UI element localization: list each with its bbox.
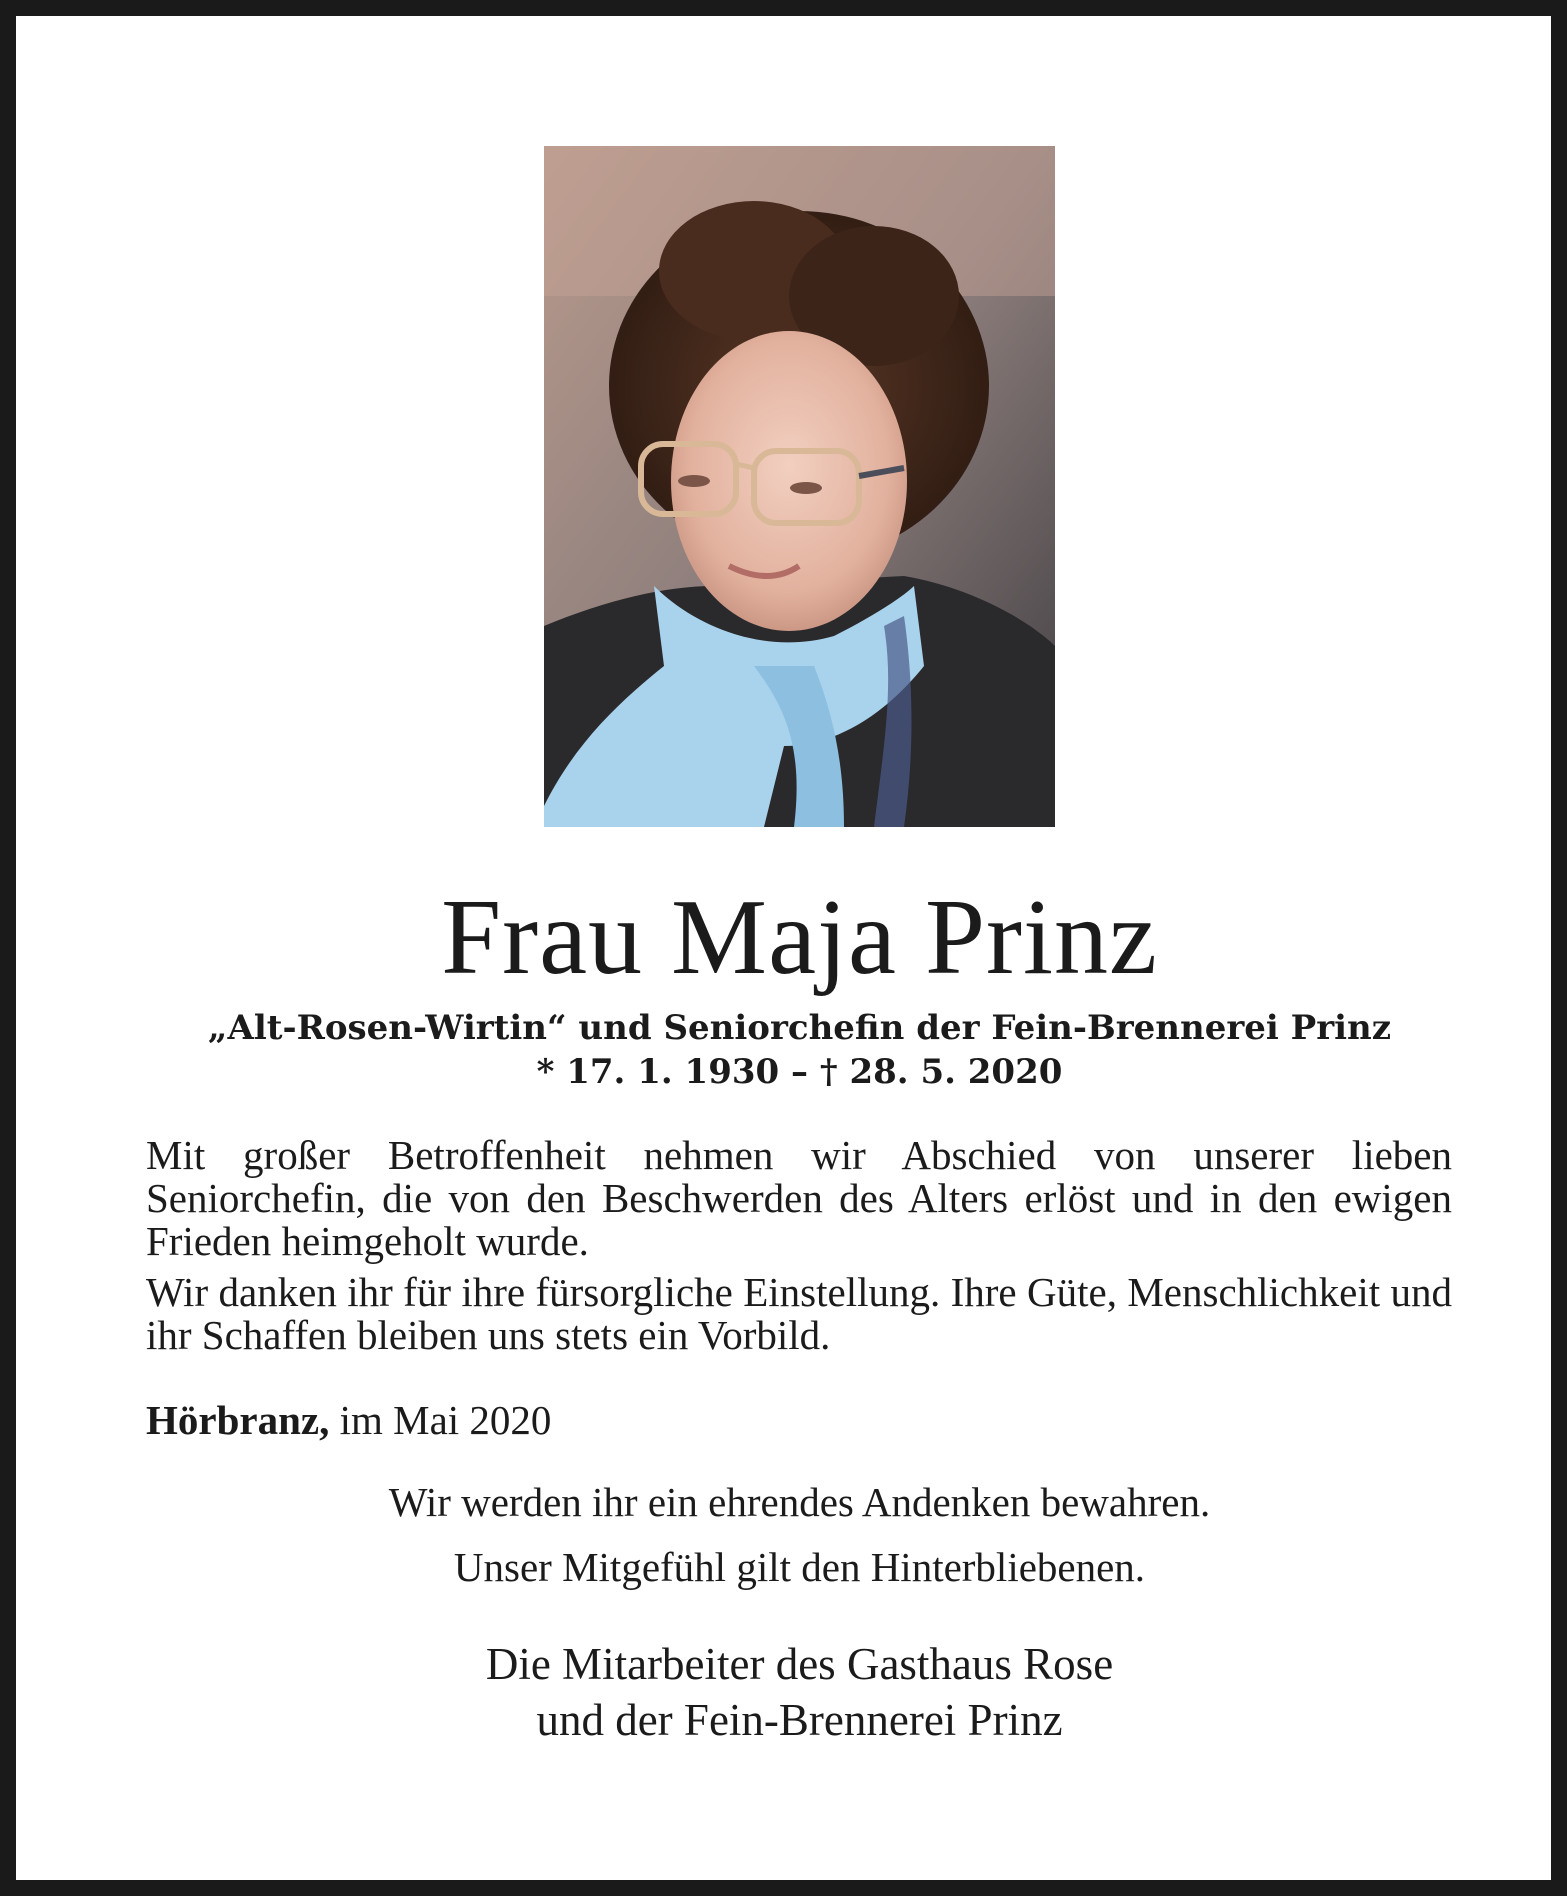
closing-line: Unser Mitgefühl gilt den Hinterbliebenen. xyxy=(453,1544,1146,1590)
place-name: Hörbranz, xyxy=(146,1397,330,1443)
signature-line: Die Mitarbeiter des Gasthaus Rose xyxy=(485,1639,1114,1689)
notice-date: im Mai 2020 xyxy=(329,1397,552,1443)
deceased-name: Frau Maja Prinz xyxy=(441,878,1158,997)
notice-paragraph: Wir danken ihr für ihre fürsorgliche Einstellung. Ihre Güte, Menschlichkeit und ihr Schaffen bleiben uns stets ein Vorbild. xyxy=(146,1269,1452,1358)
signature-line: und der Fein-Brennerei Prinz xyxy=(536,1695,1063,1745)
life-dates: * 17. 1. 1930 – † 28. 5. 2020 xyxy=(536,1052,1063,1092)
deceased-title: „Alt-Rosen-Wirtin“ und Seniorchefin der Fein-Brennerei Prinz xyxy=(207,1008,1392,1048)
portrait-photo xyxy=(544,146,1055,827)
closing-line: Wir werden ihr ein ehrendes Andenken bewahren. xyxy=(388,1479,1211,1525)
notice-paragraph: Mit großer Betroffenheit nehmen wir Abschied von unserer lieben Seniorchefin, die von den Beschwerden des Alters erlöst und in den ewigen Frieden heimgeholt wurde. xyxy=(146,1132,1452,1264)
place-and-date xyxy=(146,1398,551,1443)
